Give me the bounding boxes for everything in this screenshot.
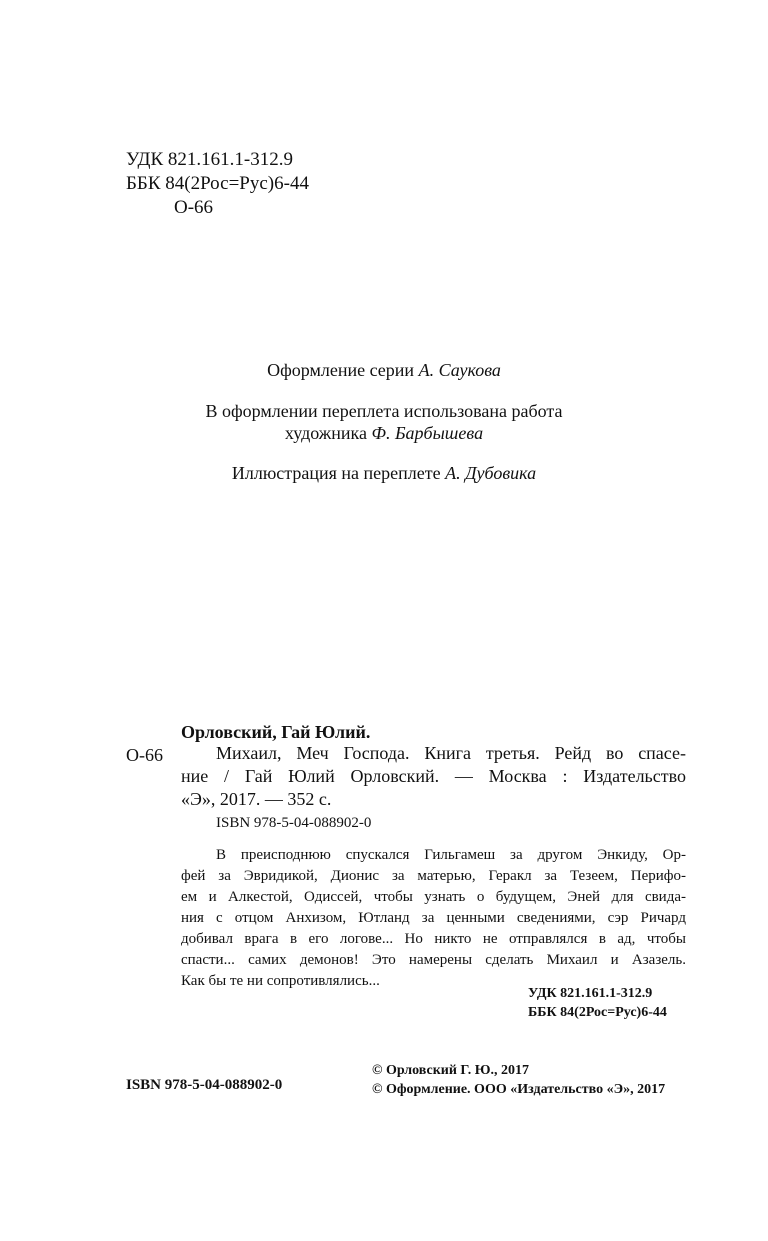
author-heading: Орловский, Гай Юлий. xyxy=(181,722,371,742)
cover-art-prefix: художника xyxy=(284,423,367,443)
classification-block xyxy=(126,148,309,220)
record-code: О-66 xyxy=(126,745,163,765)
cover-art-credit xyxy=(0,400,768,444)
annotation-line: В преисподнюю спускался Гильгамеш за другом Энкиду, Ор- xyxy=(216,847,686,863)
record-udk: УДК 821.161.1-312.9 xyxy=(528,986,653,1001)
annotation-line: фей за Эвридикой, Дионис за матерью, Геракл за Тезеем, Перифо- xyxy=(181,868,686,884)
illustration-prefix: Иллюстрация на переплете xyxy=(231,463,441,483)
cover-art-line1: В оформлении переплета использована работа xyxy=(205,401,563,421)
annotation-line: ем и Алкестой, Одиссей, чтобы узнать о будущем, Эней для свида- xyxy=(181,889,686,905)
annotation-line: добивал врага в его логове... Но никто не отправлялся в ад, чтобы xyxy=(181,931,686,947)
annotation xyxy=(181,845,686,992)
series-design-prefix: Оформление серии xyxy=(267,360,415,380)
copyright-author: © Орловский Г. Ю., 2017 xyxy=(372,1063,530,1078)
annotation-line: ния с отцом Анхизом, Ютланд за ценными сведениями, сэр Ричард xyxy=(181,910,686,926)
annotation-line: Как бы те ни сопротивлялись... xyxy=(181,973,380,989)
series-design-credit xyxy=(0,359,768,381)
illustration-credit xyxy=(0,462,768,484)
title-line: «Э», 2017. — 352 с. xyxy=(181,789,332,809)
bbk-code: ББК 84(2Рос=Рус)6-44 xyxy=(126,173,309,194)
record-isbn: ISBN 978-5-04-088902-0 xyxy=(216,815,372,831)
title-line: ние / Гай Юлий Орловский. — Москва : Издательство xyxy=(181,766,686,786)
series-design-name: А. Саукова xyxy=(418,360,501,380)
title-line: Михаил, Меч Господа. Книга третья. Рейд во спасе- xyxy=(216,743,686,763)
author-sign: О-66 xyxy=(174,197,214,218)
annotation-line: спасти... самих демонов! Это намерены сделать Михаил и Азазель. xyxy=(181,952,686,968)
udk-code: УДК 821.161.1-312.9 xyxy=(126,149,293,170)
record-bbk: ББК 84(2Рос=Рус)6-44 xyxy=(528,1005,667,1020)
copyright-design: © Оформление. ООО «Издательство «Э», 2017 xyxy=(372,1082,666,1097)
footer-isbn: ISBN 978-5-04-088902-0 xyxy=(126,1077,283,1093)
cover-art-name: Ф. Барбышева xyxy=(371,423,484,443)
record-classification xyxy=(528,984,667,1022)
illustration-name: А. Дубовика xyxy=(445,463,537,483)
copyright-block xyxy=(372,1061,665,1099)
title-block xyxy=(181,742,686,811)
